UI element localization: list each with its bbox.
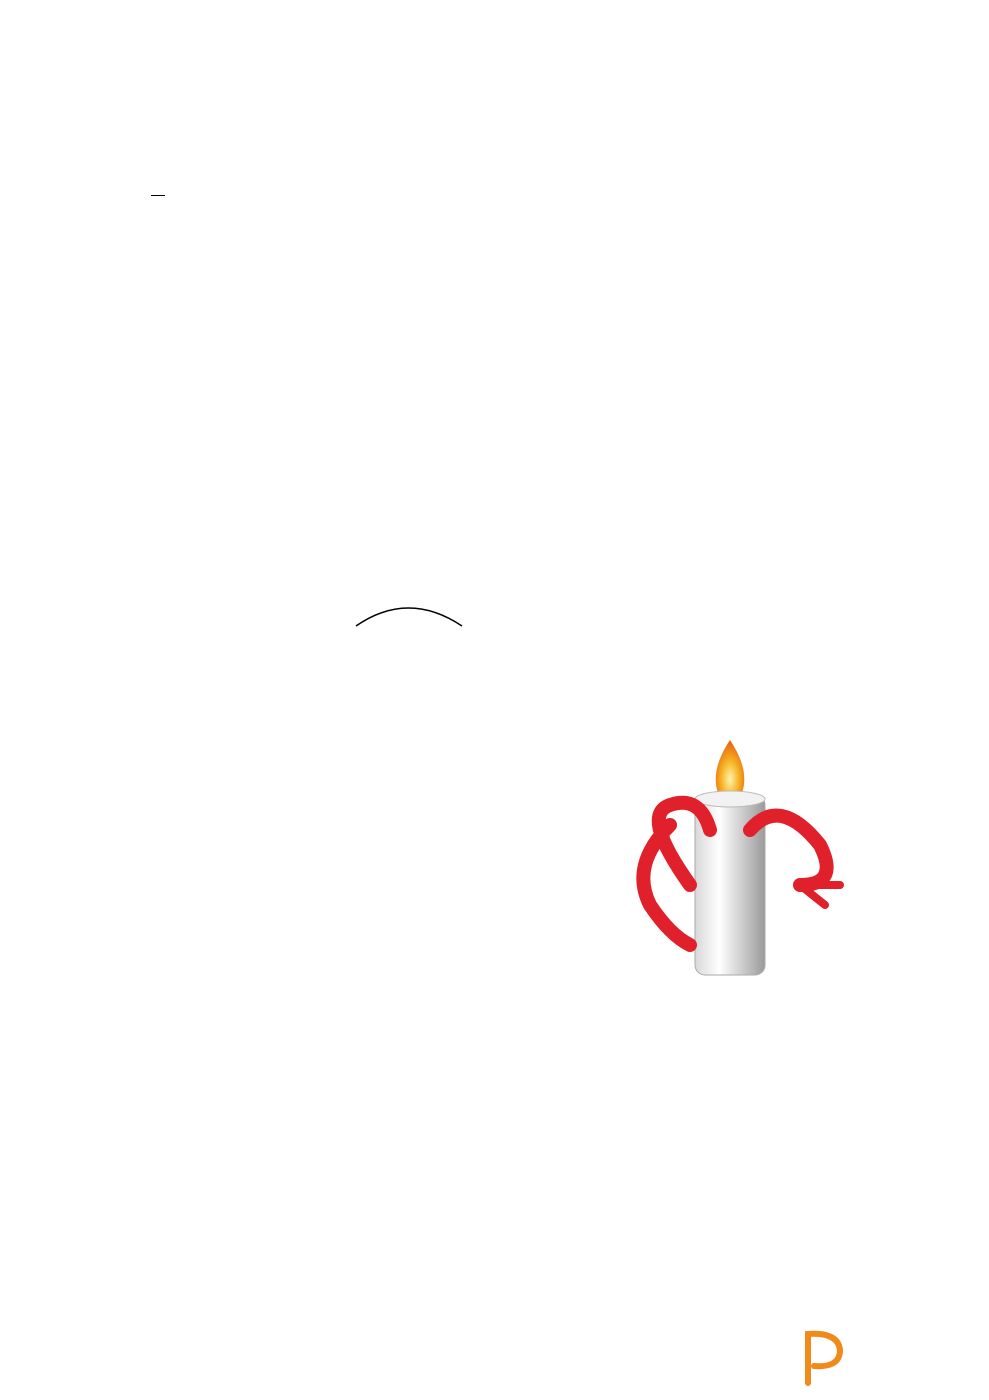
time-signature-bar xyxy=(151,195,165,196)
time-signature xyxy=(150,195,166,196)
tie-arc xyxy=(350,600,470,630)
candle-heart-icon xyxy=(600,735,860,985)
watermark xyxy=(800,1328,980,1390)
watermark-logo-icon xyxy=(800,1328,846,1388)
candle-logo xyxy=(600,735,860,985)
